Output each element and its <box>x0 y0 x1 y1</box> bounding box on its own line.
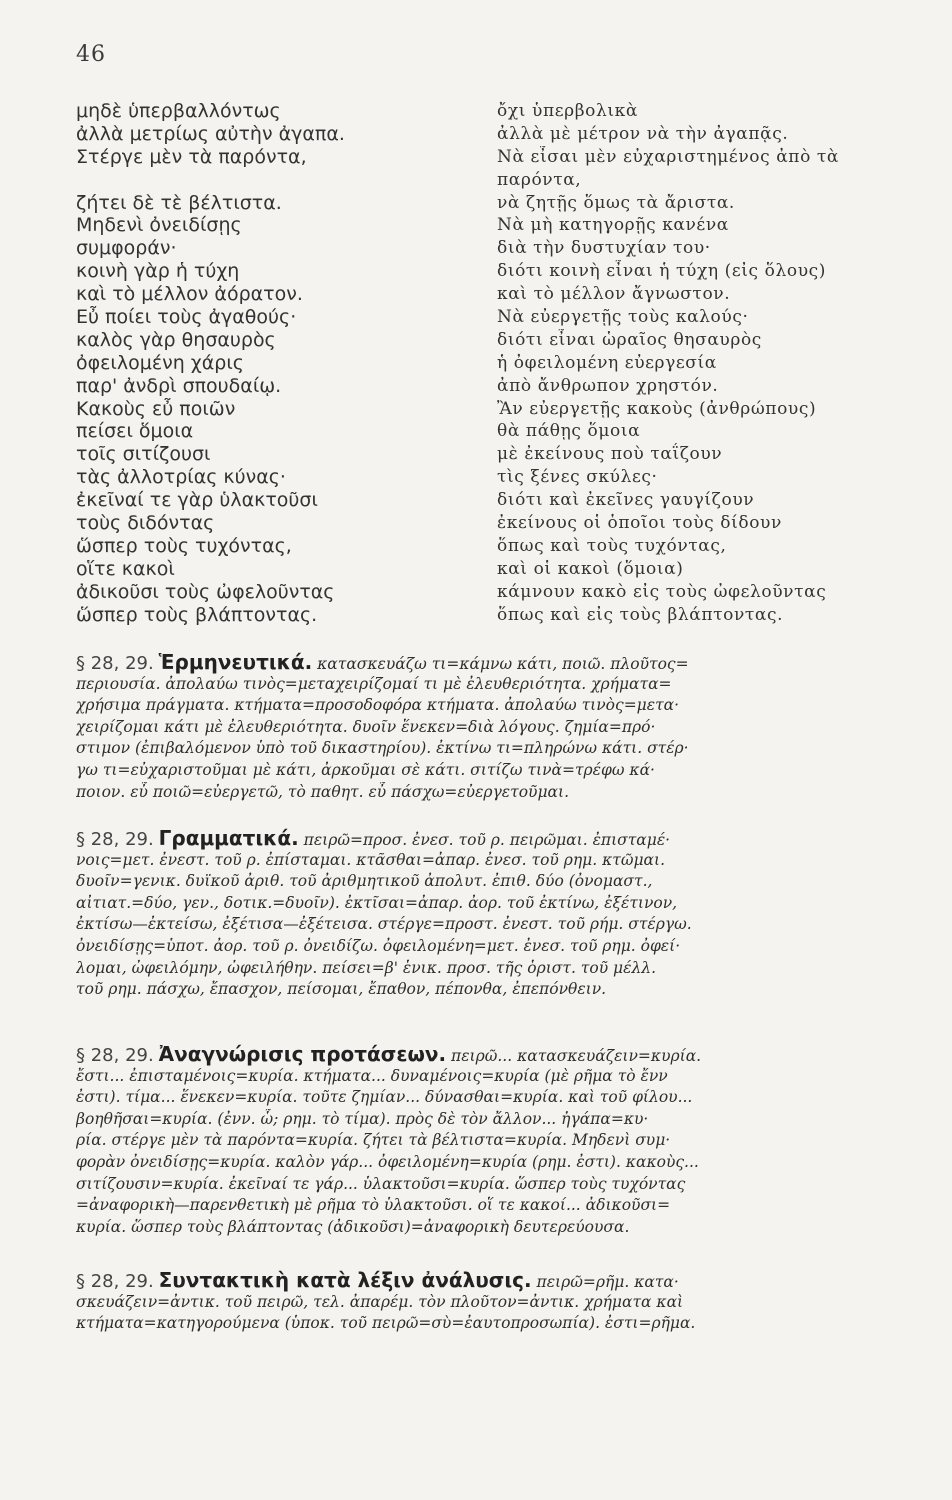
section-text-line: φορὰν ὀνειδίσῃς=κυρία. καλὸν γάρ... ὀφειλομένη=κυρία (ρημ. ἐστι). κακοὺς... <box>76 1152 699 1171</box>
translation-line: κάμνουν κακὸ εἰς τοὺς ὠφελοῦντας <box>497 581 827 602</box>
original-line: ὥσπερ τοὺς βλάπτοντας. <box>76 603 318 626</box>
section-text-line: ἐστι). τίμα... ἕνεκεν=κυρία. τοῦτε ζημίαν... δύνασθαι=κυρία. καὶ τοῦ φίλου... <box>76 1088 693 1107</box>
section-text-line: ρία. στέργε μὲν τὰ παρόντα=κυρία. ζήτει τὰ βέλτιστα=κυρία. Μηδενὶ συμ· <box>76 1131 671 1150</box>
original-line: Κακοὺς εὖ ποιῶν <box>76 397 236 420</box>
section-first-line <box>76 828 912 850</box>
original-line: παρ' ἀνδρὶ σπουδαίῳ. <box>76 374 282 397</box>
translation-line: διὰ τὴν δυστυχίαν του· <box>497 238 711 259</box>
original-line: Στέργε μὲν τὰ παρόντα, <box>76 145 307 168</box>
original-line <box>76 169 456 192</box>
translation-line: Νὰ εἶσαι μὲν εὐχαριστημένος ἀπὸ τὰ <box>497 146 839 167</box>
translation-line: διότι κοινὴ εἶναι ἡ τύχη (εἰς ὅλους) <box>497 261 826 282</box>
original-line: ἀδικοῦσι τοὺς ὠφελοῦντας <box>76 580 335 603</box>
section-text-line: σιτίζουσιν=κυρία. ἐκεῖναί τε γάρ... ὑλακτοῦσι=κυρία. ὥσπερ τοὺς τυχόντας <box>76 1174 686 1193</box>
section-text-line: δυοῖν=γενικ. δυϊκοῦ ἀριθ. τοῦ ἀριθμητικοῦ ἀπολυτ. ἐπιθ. δύο (ὀνομαστ., <box>76 872 653 891</box>
section-syntactic-analysis <box>76 1270 912 1335</box>
section-number: § 28, 29. <box>76 653 154 674</box>
section-text-line: =ἀναφορικὴ—παρενθετικὴ μὲ ρῆμα τὸ ὑλακτοῦσι. οἵ τε κακοί... ἀδικοῦσι= <box>76 1196 671 1215</box>
section-text-line: ἐκτίσω—ἐκτείσω, ἐξέτισα—ἐξέτεισα. στέργε=προστ. ἐνεστ. τοῦ ρήμ. στέργω. <box>76 915 692 934</box>
translation-line: θὰ πάθῃς ὅμοια <box>497 421 641 442</box>
section-heading: Γραμματικά. <box>158 828 299 850</box>
translation-line: ἐκείνους οἱ ὁποῖοι τοὺς δίδουν <box>497 513 782 534</box>
translation-line: νὰ ζητῇς ὅμως τὰ ἄριστα. <box>497 192 735 213</box>
translation-line: ὅπως καὶ εἰς τοὺς βλάπτοντας. <box>497 604 784 625</box>
translation-line: ὄχι ὑπερβολικὰ <box>497 101 638 121</box>
section-text: πειρῶ=προσ. ἐνεσ. τοῦ ρ. πειρῶμαι. ἐπισταμέ· <box>303 831 671 849</box>
translation-line: διότι εἶναι ὡραῖος θησαυρὸς <box>497 329 762 350</box>
section-text-line: περιουσία. ἀπολαύω τινὸς=μεταχειρίζομαί τι μὲ ἐλευθεριότητα. χρήματα= <box>76 674 672 693</box>
original-line: Μηδενὶ ὀνειδίσῃς <box>76 214 242 237</box>
page-number: 46 <box>76 42 106 67</box>
original-line: συμφοράν· <box>76 237 177 260</box>
section-first-line <box>76 1044 912 1066</box>
original-line: πείσει ὅμοια <box>76 420 194 443</box>
section-text-line: τοῦ ρημ. πάσχω, ἔπασχον, πείσομαι, ἔπαθον, πέπονθα, ἐπεπόνθειν. <box>76 980 607 999</box>
translation-line: ἡ ὀφειλομένη εὐεργεσία <box>497 352 717 373</box>
original-line: τὰς ἀλλοτρίας κύνας· <box>76 466 286 489</box>
section-clause-recognition <box>76 1044 912 1238</box>
section-hermeneutic <box>76 652 912 803</box>
original-line: κοινὴ γὰρ ἡ τύχη <box>76 260 240 283</box>
section-first-line <box>76 1270 912 1292</box>
original-line: ζήτει δὲ τὲ βέλτιστα. <box>76 191 282 214</box>
section-text: πειρῶ... κατασκευάζειν=κυρία. <box>451 1047 702 1065</box>
section-text-line: αἰτιατ.=δύο, γεν., δοτικ.=δυοῖν). ἐκτῖσαι=ἀπαρ. ἀορ. τοῦ ἐκτίνω, ἐξέτινον, <box>76 893 678 912</box>
translation-line: μὲ ἐκείνους ποὺ ταΐζουν <box>497 444 723 465</box>
section-text-line: βοηθῆσαι=κυρία. (ἐνν. ὧ; ρημ. τὸ τίμα). πρὸς δὲ τὸν ἄλλον... ἠγάπα=κυ· <box>76 1109 649 1128</box>
translation-line: Ἂν εὐεργετῇς κακοὺς (ἀνθρώπους) <box>497 398 817 419</box>
section-text-line: κυρία. ὥσπερ τοὺς βλάπτοντας (ἀδικοῦσι)=ἀναφορικὴ δευτερεύουσα. <box>76 1217 630 1236</box>
original-line: τοῖς σιτίζουσι <box>76 443 211 466</box>
translation-line: παρόντα, <box>497 169 582 190</box>
original-line: τοὺς διδόντας <box>76 512 215 535</box>
original-line: ὥσπερ τοὺς τυχόντας, <box>76 534 292 557</box>
section-text-line: ἔστι... ἐπισταμένοις=κυρία. κτήματα... δυναμένοις=κυρία (μὲ ρῆμα τὸ ἔνν <box>76 1066 668 1085</box>
section-text: πειρῶ=ρῆμ. κατα· <box>536 1273 679 1291</box>
original-line: καὶ τὸ μέλλον ἀόρατον. <box>76 283 303 306</box>
section-text-line: κτήματα=κατηγορούμενα (ὑποκ. τοῦ πειρῶ=σὺ=ἐαυτοπροσωπία). ἐστι=ρῆμα. <box>76 1314 696 1333</box>
translation-line: τὶς ξένες σκύλες· <box>497 467 658 488</box>
greek-original-column <box>76 100 456 626</box>
section-heading: Ἑρμηνευτικά. <box>158 652 313 674</box>
section-text-line: γω τι=εὐχαριστοῦμαι μὲ κάτι, ἀρκοῦμαι σὲ κάτι. σιτίζω τινὰ=τρέφω κά· <box>76 760 655 779</box>
original-line: ὀφειλομένη χάρις <box>76 351 244 374</box>
section-heading: Συντακτικὴ κατὰ λέξιν ἀνάλυσις. <box>158 1270 532 1292</box>
greek-translation-column <box>497 100 927 626</box>
section-number: § 28, 29. <box>76 829 154 850</box>
translation-line: Νὰ εὐεργετῇς τοὺς καλούς· <box>497 307 749 328</box>
section-first-line <box>76 652 912 674</box>
section-text-line: λομαι, ὠφειλόμην, ὠφειλήθην. πείσει=β' ἑνικ. προσ. τῆς ὁριστ. τοῦ μέλλ. <box>76 958 657 977</box>
section-grammar <box>76 828 912 1001</box>
section-text-line: ποιον. εὖ ποιῶ=εὐεργετῶ, τὸ παθητ. εὖ πάσχω=εὐεργετοῦμαι. <box>76 782 569 801</box>
section-heading: Ἀναγνώρισις προτάσεων. <box>158 1044 447 1066</box>
translation-line: Νὰ μὴ κατηγορῇς κανένα <box>497 215 729 236</box>
original-line: καλὸς γὰρ θησαυρὸς <box>76 328 276 351</box>
original-line: μηδὲ ὑπερβαλλόντως <box>76 100 281 122</box>
original-line: ἀλλὰ μετρίως αὐτὴν ἀγαπα. <box>76 122 345 145</box>
section-text-line: χειρίζομαι κάτι μὲ ἐλευθεριότητα. δυοῖν ἕνεκεν=διὰ λόγους. ζημία=πρό· <box>76 717 656 736</box>
original-line: οἵτε κακοὶ <box>76 557 175 580</box>
translation-line: καὶ τὸ μέλλον ἄγνωστον. <box>497 284 731 305</box>
section-text-line: χρήσιμα πράγματα. κτήματα=προσοδοφόρα κτήματα. ἀπολαύω τινὸς=μετα· <box>76 696 680 715</box>
translation-line: διότι καὶ ἐκεῖνες γαυγίζουν <box>497 490 755 511</box>
section-text-line: ὀνειδίσῃς=ὑποτ. ἀορ. τοῦ ρ. ὀνειδίζω. ὀφειλομένη=μετ. ἐνεσ. τοῦ ρημ. ὀφεί· <box>76 936 681 955</box>
translation-line: ἀπὸ ἄνθρωπον χρηστόν. <box>497 375 719 396</box>
section-number: § 28, 29. <box>76 1045 154 1066</box>
section-text-line: σκευάζειν=ἀντικ. τοῦ πειρῶ, τελ. ἀπαρέμ. τὸν πλοῦτον=ἀντικ. χρήματα καὶ <box>76 1292 684 1311</box>
translation-line: ὅπως καὶ τοὺς τυχόντας, <box>497 535 727 556</box>
original-line: ἐκεῖναί τε γὰρ ὑλακτοῦσι <box>76 489 318 512</box>
section-number: § 28, 29. <box>76 1271 154 1292</box>
original-line: Εὖ ποίει τοὺς ἀγαθούς· <box>76 306 297 329</box>
translation-line: καὶ οἱ κακοὶ (ὅμοια) <box>497 558 684 579</box>
translation-line: ἀλλὰ μὲ μέτρον νὰ τὴν ἀγαπᾷς. <box>497 123 789 144</box>
section-text-line: νοις=μετ. ἐνεστ. τοῦ ρ. ἐπίσταμαι. κτᾶσθαι=ἀπαρ. ἐνεσ. τοῦ ρημ. κτῶμαι. <box>76 850 666 869</box>
section-text-line: στιμον (ἐπιβαλόμενον ὑπὸ τοῦ δικαστηρίου). ἐκτίνω τι=πληρώνω κάτι. στέρ· <box>76 739 689 758</box>
section-text: κατασκευάζω τι=κάμνω κάτι, ποιῶ. πλοῦτος= <box>317 655 689 673</box>
